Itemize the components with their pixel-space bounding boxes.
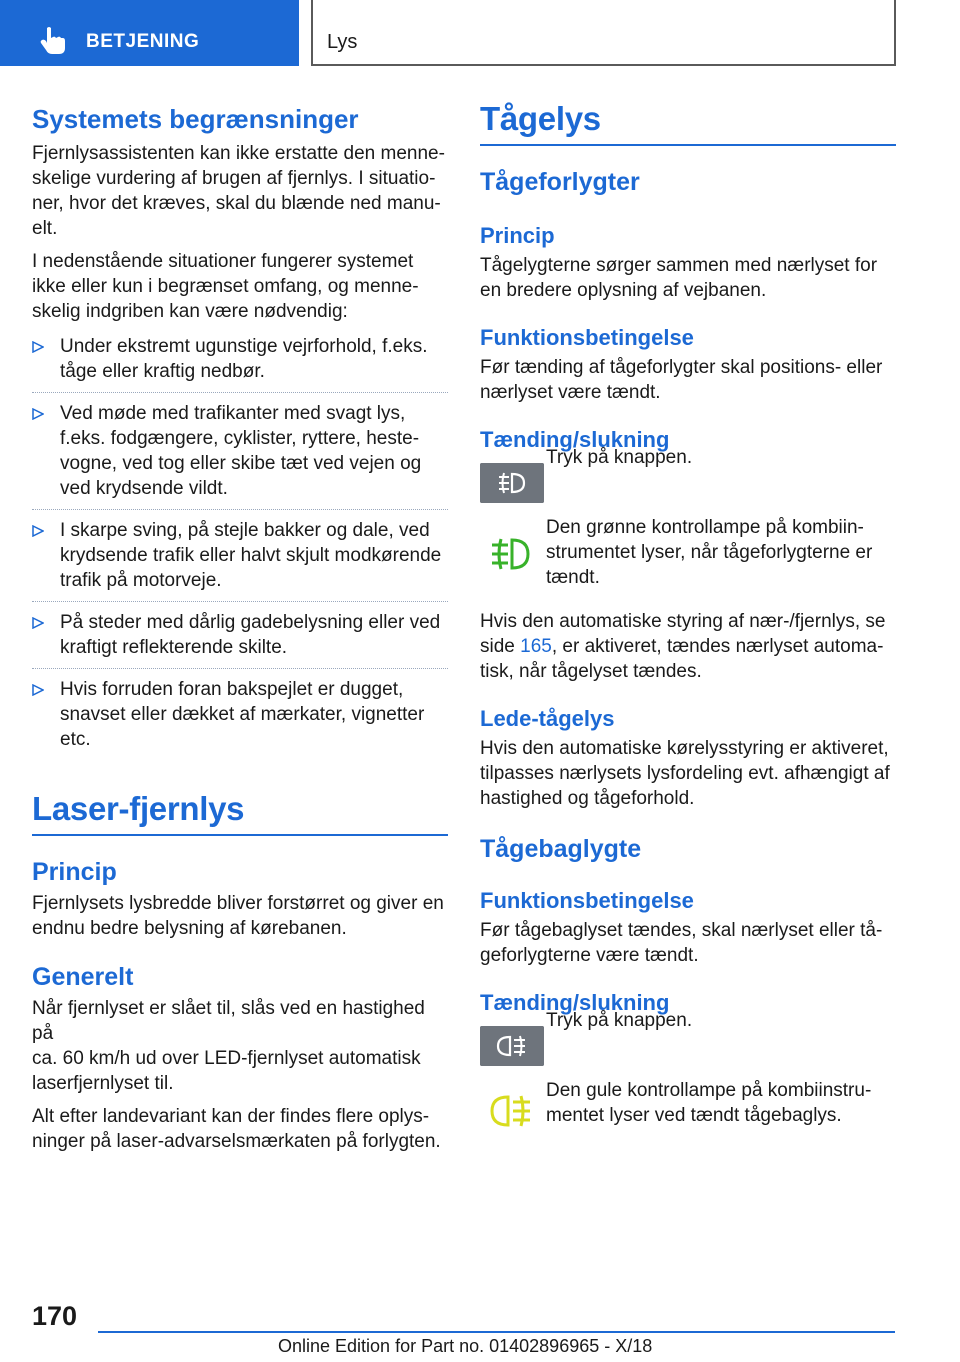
lede-paragraph: Hvis den automatiske kørelysstyring er aktiveret, tilpasses nærlysets lysfordeling evt. afhængigt af hastighed og tågeforhold. xyxy=(480,738,890,809)
list-item: Under ekstremt ugunstige vejrforhold, f.eks. tåge eller kraftig nedbør. xyxy=(32,334,448,384)
tagelys-heading: Tågelys xyxy=(480,100,896,146)
front-fog-button-icon[interactable] xyxy=(480,463,544,503)
front-lamp-text: Den grønne kontrollampe på kombiin- strumentet lyser, når tågeforlygterne er tændt. xyxy=(546,517,873,588)
rear-switch-heading: Tænding/slukning xyxy=(480,990,670,1015)
rear-func-paragraph: Før tågebaglyset tændes, skal nærlyset eller tå- geforlygterne være tændt. xyxy=(480,920,883,966)
generelt-paragraph-1: Når fjernlyset er slået til, slås ved en hastighed på ca. 60 km/h ud over LED-fjernlyset automatisk laserfjernlyset til. xyxy=(32,998,425,1094)
page-header xyxy=(0,0,960,66)
rear-lamp-text: Den gule kontrollampe på kombiinstru- mentet lyser ved tændt tågebaglys. xyxy=(546,1080,872,1126)
limits-paragraph-2: I nedenstående situationer fungerer systemet ikke eller kun i begrænset omfang, og menne- skelig indgriben kan være nødvendig: xyxy=(32,251,419,322)
triangle-bullet-icon xyxy=(32,341,44,353)
footer-edition: Online Edition for Part no. 01402896965 - X/18 xyxy=(278,1336,653,1356)
lede-heading: Lede-tågelys xyxy=(480,706,615,731)
front-button-text: Tryk på knappen. xyxy=(546,447,693,468)
generelt-paragraph-2: Alt efter landevariant kan der findes flere oplys- ninger på laser-advarselsmærkaten på forlygten. xyxy=(32,1106,441,1152)
section-tab[interactable] xyxy=(0,0,299,66)
list-item: Ved møde med trafikanter med svagt lys, f.eks. fodgængere, cyklister, ryttere, heste- vogne, ved tog eller skibe tæt ved vejen og ved krydsende vildt. xyxy=(32,401,448,501)
section-tab-label: BETJENING xyxy=(86,31,200,52)
laser-heading: Laser-fjernlys xyxy=(32,790,448,836)
list-item: I skarpe sving, på stejle bakker og dale, ved krydsende trafik eller halvt skjult modkørende trafik på motorveje. xyxy=(32,518,448,593)
triangle-bullet-icon xyxy=(32,408,44,420)
laser-princip-paragraph: Fjernlysets lysbredde bliver forstørret og giver en endnu bedre belysning af kørebanen. xyxy=(32,893,444,939)
rear-fog-heading: Tågebaglygte xyxy=(480,835,642,863)
rear-lamp-row xyxy=(480,1080,896,1144)
list-item: På steder med dårlig gadebelysning eller ved kraftigt reflekterende skilte. xyxy=(32,610,448,660)
triangle-bullet-icon xyxy=(32,617,44,629)
rear-button-text: Tryk på knappen. xyxy=(546,1010,693,1031)
limits-list xyxy=(32,334,448,752)
front-func-paragraph: Før tænding af tågeforlygter skal positions- eller nærlyset være tændt. xyxy=(480,357,883,403)
yellow-fog-lamp-icon xyxy=(480,1084,544,1138)
front-lamp-row xyxy=(480,517,896,599)
page-link[interactable]: 165 xyxy=(520,636,552,657)
front-switch-heading: Tænding/slukning xyxy=(480,427,670,452)
rear-fog-button-icon[interactable] xyxy=(480,1026,544,1066)
left-column xyxy=(32,100,448,1154)
green-fog-lamp-icon xyxy=(480,527,544,581)
footer-rule xyxy=(98,1331,895,1333)
generelt-heading: Generelt xyxy=(32,963,134,991)
chapter-tab[interactable] xyxy=(311,0,896,66)
right-column xyxy=(480,100,896,1144)
front-princip-paragraph: Tågelygterne sørger sammen med nærlyset for en bredere oplysning af vejbanen. xyxy=(480,255,878,301)
list-item: Hvis forruden foran bakspejlet er dugget, snavset eller dækket af mærkater, vignetter etc. xyxy=(32,677,448,752)
front-princip-heading: Princip xyxy=(480,223,555,248)
auto-paragraph: Hvis den automatiske styring af nær-/fjernlys, se side 165, er aktiveret, tændes nærlyset automa- tisk, når tågelyset tændes. xyxy=(480,611,886,682)
laser-princip-heading: Princip xyxy=(32,858,117,886)
rear-button-row xyxy=(480,1010,896,1084)
front-func-heading: Funktionsbetingelse xyxy=(480,325,694,350)
triangle-bullet-icon xyxy=(32,525,44,537)
pointing-hand-icon xyxy=(38,26,68,56)
limits-paragraph-1: Fjernlysassistenten kan ikke erstatte den menne- skelige vurdering af brugen af fjernlys. I situatio- ner, hvor det kræves, skal du blænde ned manu- elt. xyxy=(32,143,445,239)
triangle-bullet-icon xyxy=(32,684,44,696)
rear-func-heading: Funktionsbetingelse xyxy=(480,888,694,913)
front-button-row xyxy=(480,447,896,521)
front-fog-heading: Tågeforlygter xyxy=(480,168,640,196)
limits-heading: Systemets begrænsninger xyxy=(32,104,359,134)
page-number: 170 xyxy=(32,1301,78,1331)
chapter-tab-label: Lys xyxy=(327,31,358,53)
